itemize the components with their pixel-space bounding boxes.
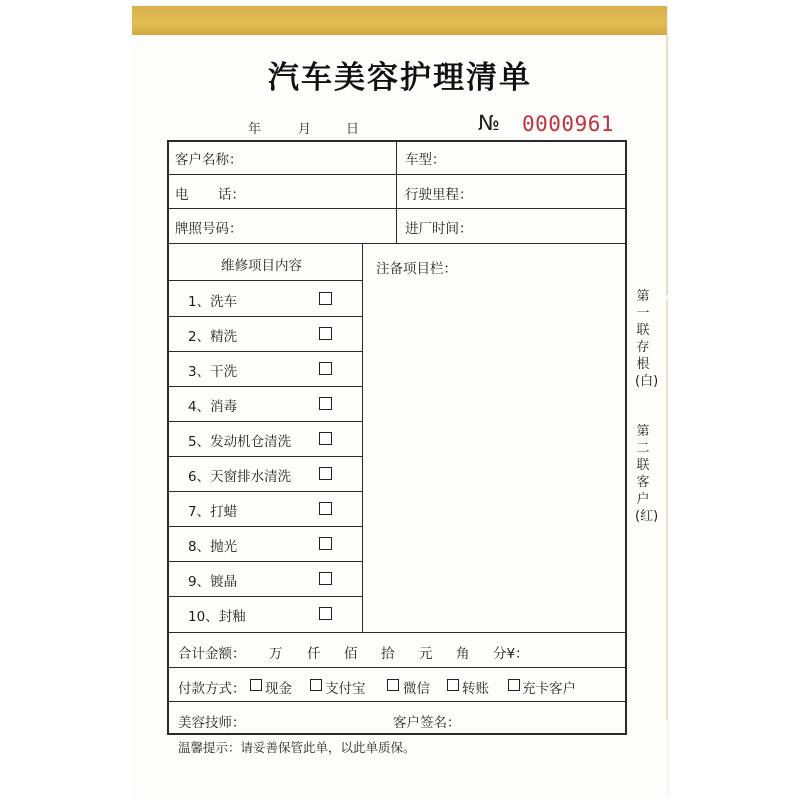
date-year-label: 年 — [248, 122, 262, 137]
item-checkbox[interactable] — [319, 572, 332, 585]
row-divider — [167, 667, 627, 668]
phone-label-char1: 电 — [175, 187, 189, 203]
items-notes-divider — [362, 243, 363, 632]
payment-option-transfer: 转账 — [462, 681, 489, 697]
unit-wan: 万 — [269, 646, 283, 662]
page-edge — [666, 300, 668, 720]
unit-jiao: 角 — [456, 646, 470, 662]
payment-option-wechat: 微信 — [403, 681, 430, 697]
items-header: 维修项目内容 — [221, 258, 302, 274]
unit-shi: 拾 — [381, 646, 395, 662]
row-divider — [167, 316, 363, 317]
payment-option-card-customer: 充卡客户 — [522, 681, 576, 697]
row-divider — [167, 632, 627, 633]
customer-name-label: 客户名称： — [175, 152, 243, 168]
copy-label-stub: 第一联存根(白) — [635, 289, 659, 389]
unit-bai: 佰 — [344, 646, 358, 662]
entry-time-label: 进厂时间： — [405, 221, 473, 237]
unit-qian: 仟 — [307, 646, 321, 662]
pad-binding-strip — [132, 6, 667, 35]
number-symbol: № — [478, 111, 500, 135]
row-divider — [167, 280, 363, 281]
row-divider — [167, 351, 363, 352]
page-edge — [666, 35, 668, 295]
payment-method-label: 付款方式： — [178, 681, 246, 697]
alipay-checkbox[interactable] — [310, 679, 322, 691]
list-item: 3、干洗 — [188, 364, 238, 380]
row-divider — [167, 701, 627, 702]
item-checkbox[interactable] — [319, 467, 332, 480]
row-divider — [167, 421, 363, 422]
item-checkbox[interactable] — [319, 292, 332, 305]
unit-yuan: 元 — [419, 646, 433, 662]
notes-label: 注备项目栏： — [376, 261, 457, 277]
list-item: 8、抛光 — [188, 539, 238, 555]
list-item: 1、洗车 — [188, 294, 238, 310]
item-checkbox[interactable] — [319, 362, 332, 375]
row-divider — [167, 174, 627, 175]
copy-label-customer: 第二联客户(红) — [635, 424, 659, 524]
item-checkbox[interactable] — [319, 327, 332, 340]
row-divider — [167, 596, 363, 597]
car-model-label: 车型： — [405, 152, 446, 168]
warm-tip: 温馨提示：请妥善保管此单，以此单质保。 — [178, 740, 416, 755]
row-divider — [167, 526, 363, 527]
total-amount-label: 合计金额： — [178, 646, 246, 662]
list-item: 10、封釉 — [188, 609, 246, 625]
phone-label-char2: 话： — [218, 187, 245, 203]
unit-fen-yen: 分¥： — [493, 646, 529, 662]
payment-option-cash: 现金 — [265, 681, 292, 697]
wechat-checkbox[interactable] — [387, 679, 399, 691]
list-item: 9、镀晶 — [188, 574, 238, 590]
row-divider — [167, 243, 627, 244]
row-divider — [167, 208, 627, 209]
plate-number-label: 牌照号码： — [175, 221, 243, 237]
list-item: 2、精洗 — [188, 329, 238, 345]
row-divider — [167, 491, 363, 492]
item-checkbox[interactable] — [319, 432, 332, 445]
row-divider — [167, 456, 363, 457]
technician-label: 美容技师： — [178, 715, 246, 731]
list-item: 6、天窗排水清洗 — [188, 469, 292, 485]
mileage-label: 行驶里程： — [405, 187, 473, 203]
customer-signature-label: 客户签名： — [393, 715, 461, 731]
list-item: 5、发动机仓清洗 — [188, 434, 292, 450]
date-month-label: 月 — [298, 122, 312, 137]
column-divider — [396, 140, 397, 244]
payment-option-alipay: 支付宝 — [325, 681, 366, 697]
item-checkbox[interactable] — [319, 537, 332, 550]
transfer-checkbox[interactable] — [447, 679, 459, 691]
row-divider — [167, 561, 363, 562]
cash-checkbox[interactable] — [250, 679, 262, 691]
form-title: 汽车美容护理清单 — [268, 60, 532, 96]
item-checkbox[interactable] — [319, 397, 332, 410]
serial-number: 0000961 — [522, 112, 615, 136]
list-item: 4、消毒 — [188, 399, 238, 415]
card-customer-checkbox[interactable] — [508, 679, 520, 691]
row-divider — [167, 386, 363, 387]
date-day-label: 日 — [346, 122, 360, 137]
item-checkbox[interactable] — [319, 607, 332, 620]
list-item: 7、打蜡 — [188, 504, 238, 520]
item-checkbox[interactable] — [319, 502, 332, 515]
